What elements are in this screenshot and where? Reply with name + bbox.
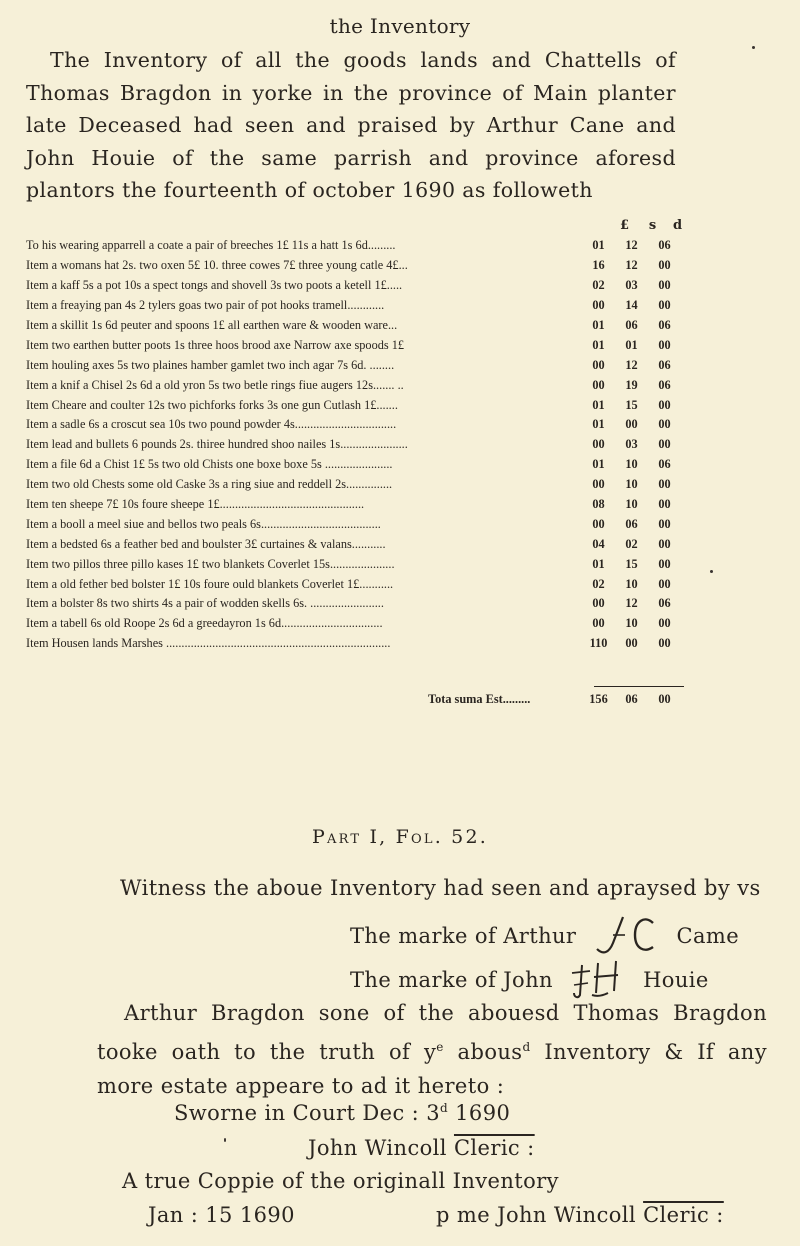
page-heading: the Inventory — [329, 14, 471, 38]
item-pence: 00 — [658, 437, 671, 452]
item-pounds: 01 — [592, 397, 605, 412]
item-pounds: 00 — [592, 516, 605, 531]
pme-name: p me John Wincoll — [436, 1203, 644, 1227]
item-pence: 00 — [658, 516, 671, 531]
item-description: Item a bedsted 6s a feather bed and boulster 3£ curtaines & valans........... — [26, 536, 386, 551]
intro-line: late Deceased had seen and praised by Arthur Cane and — [26, 113, 676, 137]
mark-arthur — [350, 913, 739, 962]
item-description: Item a old fether bed bolster 1£ 10s foure ould blankets Coverlet 1£........... — [26, 576, 394, 591]
sworn-line — [174, 1101, 510, 1125]
oath-paragraph — [97, 996, 767, 1103]
inventory-row — [26, 335, 686, 355]
inventory-row — [26, 375, 686, 395]
oath-superscript: d — [522, 1040, 531, 1054]
item-shillings: 15 — [625, 556, 638, 571]
item-pence: 00 — [658, 477, 671, 492]
inventory-row — [26, 355, 686, 375]
item-pounds: 00 — [592, 477, 605, 492]
item-pence: 00 — [658, 298, 671, 313]
item-description: Item a knif a Chisel 2s 6d a old yron 5s two betle rings fiue augers 12s....... .. — [26, 377, 404, 392]
item-shillings: 12 — [625, 238, 638, 253]
item-pence: 06 — [658, 318, 671, 332]
inventory-row — [26, 534, 686, 554]
total-pounds: 156 — [589, 692, 608, 706]
item-shillings: 00 — [625, 417, 638, 432]
item-shillings: 02 — [625, 536, 638, 551]
item-pounds: 01 — [592, 238, 605, 253]
item-description: Item two pillos three pillo kases 1£ two blankets Coverlet 15s..................... — [26, 556, 395, 571]
mark-john-name: Houie — [643, 968, 709, 992]
item-pounds: 01 — [592, 417, 605, 432]
item-shillings: 01 — [625, 337, 638, 352]
item-description: Item a kaff 5s a pot 10s a spect tongs and shovell 3s two poots a ketell 1£..... — [26, 278, 403, 293]
item-pence: 00 — [658, 278, 671, 293]
item-shillings: 03 — [625, 437, 638, 452]
item-shillings: 10 — [625, 616, 638, 631]
item-pounds: 00 — [592, 357, 605, 372]
paper-speck — [710, 570, 713, 573]
item-shillings: 12 — [625, 596, 638, 611]
item-description: Item a file 6d a Chist 1£ 5s two old Chists one boxe boxe 5s ...................... — [26, 457, 393, 472]
intro-paragraph — [26, 44, 676, 207]
inventory-table — [26, 236, 686, 654]
jan-date-line: Jan : 15 1690 — [148, 1203, 295, 1227]
item-shillings: 10 — [625, 576, 638, 591]
inventory-row — [26, 594, 686, 614]
sworn-superscript: d — [440, 1101, 449, 1115]
item-pounds: 00 — [592, 437, 605, 452]
item-pence: 00 — [658, 616, 671, 631]
inventory-row — [26, 296, 686, 316]
item-description: Item a womans hat 2s. two oxen 5£ 10. three cowes 7£ three young catle 4£... — [26, 258, 408, 273]
item-description: Item a tabell 6s old Roope 2s 6d a greedayron 1s 6d................................. — [26, 616, 383, 631]
item-pounds: 01 — [592, 457, 605, 472]
item-shillings: 12 — [625, 258, 638, 273]
total-row — [26, 692, 686, 707]
item-pence: 06 — [658, 357, 671, 372]
item-description: Item a freaying pan 4s 2 tylers goas two pair of pot hooks tramell............ — [26, 298, 385, 313]
item-shillings: 10 — [625, 457, 638, 472]
column-header-shillings: s — [648, 218, 657, 233]
item-pence: 00 — [658, 576, 671, 591]
pme-title: Cleric : — [643, 1203, 724, 1227]
sworn-year: 1690 — [448, 1101, 511, 1125]
item-pence: 06 — [658, 238, 671, 253]
item-shillings: 06 — [625, 516, 638, 531]
oath-text: abous — [443, 1040, 523, 1064]
part-heading: Part I, Fol. 52. — [312, 826, 488, 848]
item-pounds: 00 — [592, 596, 605, 611]
item-shillings: 03 — [625, 278, 638, 293]
item-description: Item two old Chests some old Caske 3s a ring siue and reddell 2s............... — [26, 477, 393, 492]
item-shillings: 10 — [625, 497, 638, 512]
total-rule — [594, 686, 684, 687]
item-description: Item Housen lands Marshes ......................................................................... — [26, 636, 391, 651]
intro-line: plantors the fourteenth of october 1690 as followeth — [26, 178, 593, 202]
paper-speck — [224, 1138, 226, 1142]
item-description: To his wearing apparrell a coate a pair of breeches 1£ 11s a hatt 1s 6d......... — [26, 238, 396, 253]
item-shillings: 00 — [625, 636, 638, 651]
column-header-pounds: £ — [619, 218, 630, 233]
mark-john-prefix: The marke of John — [350, 968, 553, 992]
item-description: Item a bolster 8s two shirts 4s a pair of wodden skells 6s. ........................ — [26, 596, 384, 611]
item-shillings: 14 — [625, 298, 638, 313]
item-pounds: 08 — [592, 497, 605, 512]
item-shillings: 19 — [625, 377, 638, 392]
intro-line: The Inventory of all the goods lands and Chattells of — [50, 48, 676, 72]
clerk-line — [308, 1136, 535, 1160]
clerk-title: Cleric : — [453, 1136, 535, 1160]
item-pounds: 00 — [592, 377, 605, 392]
column-header-pence: d — [672, 218, 683, 233]
inventory-row — [26, 276, 686, 296]
inventory-row — [26, 634, 686, 654]
coppie-line: A true Coppie of the originall Inventory — [122, 1169, 559, 1193]
inventory-row — [26, 415, 686, 435]
item-pounds: 01 — [592, 337, 605, 352]
oath-line — [97, 1030, 767, 1069]
inventory-row — [26, 236, 686, 256]
item-description: Item a booll a meel siue and bellos two peals 6s....................................... — [26, 516, 381, 531]
item-pounds: 04 — [592, 536, 605, 551]
item-pence: 00 — [658, 556, 671, 571]
item-pence: 06 — [658, 457, 671, 472]
item-pence: 00 — [658, 636, 671, 651]
item-pence: 00 — [658, 337, 671, 352]
witness-line: Witness the aboue Inventory had seen and apraysed by vs — [120, 876, 761, 900]
oath-superscript: e — [436, 1040, 444, 1054]
total-label: Tota suma Est......... — [428, 692, 531, 706]
inventory-row — [26, 514, 686, 534]
item-pounds: 00 — [592, 616, 605, 631]
intro-line: Thomas Bragdon in yorke in the province of Main planter — [26, 80, 676, 105]
item-pence: 06 — [658, 596, 671, 611]
mark-arthur-name: Came — [676, 924, 740, 948]
item-pounds: 00 — [592, 298, 605, 313]
inventory-row — [26, 574, 686, 594]
item-pence: 06 — [658, 377, 671, 392]
item-pounds: 01 — [592, 318, 605, 332]
item-pounds: 02 — [592, 576, 605, 591]
total-pence: 00 — [658, 692, 671, 706]
inventory-row — [26, 395, 686, 415]
item-pounds: 02 — [592, 278, 605, 293]
item-description: Item ten sheepe 7£ 10s foure sheepe 1£............................................... — [26, 497, 365, 512]
item-pounds: 01 — [592, 556, 605, 571]
inventory-row — [26, 475, 686, 495]
total-shillings: 06 — [625, 692, 638, 706]
item-description: Item two earthen butter poots 1s three hoos brood axe Narrow axe spoods 1£ — [26, 337, 405, 352]
oath-line: Arthur Bragdon sone of the abouesd Thomas Bragdon — [124, 1001, 767, 1025]
inventory-row — [26, 495, 686, 515]
inventory-row — [26, 614, 686, 634]
item-pence: 00 — [658, 417, 671, 432]
inventory-row — [26, 455, 686, 475]
inventory-row — [26, 435, 686, 455]
inventory-row — [26, 554, 686, 574]
item-description: Item lead and bullets 6 pounds 2s. thiree hundred shoo nailes 1s...................... — [26, 437, 408, 452]
item-description: Item Cheare and coulter 12s two pichforks forks 3s one gun Cutlash 1£....... — [26, 397, 398, 412]
paper-speck — [752, 46, 755, 49]
item-pence: 00 — [658, 497, 671, 512]
inventory-row — [26, 256, 686, 276]
item-shillings: 10 — [625, 477, 638, 492]
sworn-text: Sworne in Court Dec : 3 — [174, 1101, 440, 1125]
oath-line: more estate appeare to ad it hereto : — [97, 1074, 505, 1098]
item-pence: 00 — [658, 536, 671, 551]
item-pence: 00 — [658, 397, 671, 412]
item-shillings: 12 — [625, 357, 638, 372]
item-pence: 00 — [658, 258, 671, 273]
item-shillings: 15 — [625, 397, 638, 412]
oath-text: Inventory & If any — [530, 1040, 768, 1064]
mark-arthur-prefix: The marke of Arthur — [350, 924, 577, 948]
pme-line — [436, 1203, 724, 1227]
item-pounds: 110 — [589, 636, 608, 651]
oath-text: tooke oath to the truth of y — [97, 1040, 437, 1064]
clerk-name: John Wincoll — [308, 1136, 454, 1160]
item-description: Item a sadle 6s a croscut sea 10s two pound powder 4s................................. — [26, 417, 397, 432]
item-description: Item a skillit 1s 6d peuter and spoons 1£ all earthen ware & wooden ware... — [26, 318, 398, 332]
arthur-mark-signature — [591, 913, 661, 962]
inventory-row — [26, 316, 686, 336]
item-pounds: 16 — [592, 258, 605, 273]
item-shillings: 06 — [625, 318, 638, 332]
item-description: Item houling axes 5s two plaines hamber gamlet two inch agar 7s 6d. ........ — [26, 357, 395, 372]
intro-line: John Houie of the same parrish and province aforesd — [26, 145, 676, 170]
